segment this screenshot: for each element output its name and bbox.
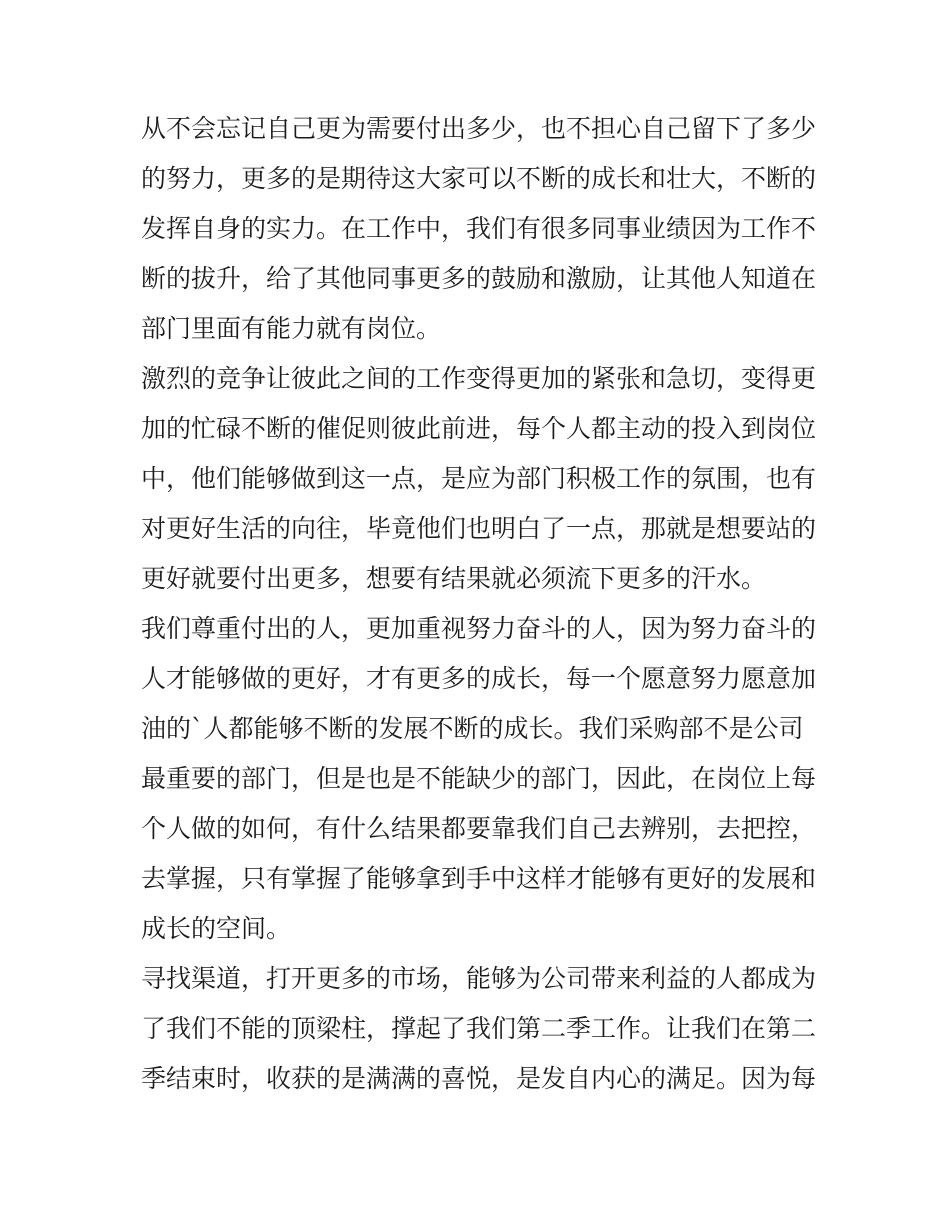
text-line: 了我们不能的顶梁柱，撑起了我们第二季工作。让我们在第二 <box>141 1014 817 1043</box>
text-line: 部门里面有能力就有岗位。 <box>141 314 442 343</box>
paragraph-4 <box>141 954 821 1104</box>
text-line: 中，他们能够做到这一点，是应为部门积极工作的氛围，也有 <box>141 464 817 493</box>
text-line: 加的忙碌不断的催促则彼此前进，每个人都主动的投入到岗位 <box>141 414 817 443</box>
text-line: 寻找渠道，打开更多的市场，能够为公司带来利益的人都成为 <box>141 964 817 993</box>
text-line: 激烈的竞争让彼此之间的工作变得更加的紧张和急切，变得更 <box>141 364 817 393</box>
text-line: 季结束时，收获的是满满的喜悦，是发自内心的满足。因为每 <box>141 1064 817 1093</box>
text-line: 的努力，更多的是期待这大家可以不断的成长和壮大，不断的 <box>141 164 817 193</box>
text-line: 发挥自身的实力。在工作中，我们有很多同事业绩因为工作不 <box>141 214 817 243</box>
paragraph-2 <box>141 354 821 604</box>
text-line: 最重要的部门，但是也是不能缺少的部门，因此，在岗位上每 <box>141 764 817 793</box>
text-line: 从不会忘记自己更为需要付出多少，也不担心自己留下了多少 <box>141 114 817 143</box>
text-line: 断的拔升，给了其他同事更多的鼓励和激励，让其他人知道在 <box>141 264 817 293</box>
text-line: 人才能够做的更好，才有更多的成长，每一个愿意努力愿意加 <box>141 664 817 693</box>
text-line: 成长的空间。 <box>141 914 292 943</box>
text-line: 去掌握，只有掌握了能够拿到手中这样才能够有更好的发展和 <box>141 864 817 893</box>
body-text <box>141 104 821 1104</box>
paragraph-3 <box>141 604 821 954</box>
text-line: 个人做的如何，有什么结果都要靠我们自己去辨别，去把控， <box>141 814 817 843</box>
paragraph-1 <box>141 104 821 354</box>
text-line: 更好就要付出更多，想要有结果就必须流下更多的汗水。 <box>141 564 767 593</box>
text-line: 油的`人都能够不断的发展不断的成长。我们采购部不是公司 <box>141 714 804 743</box>
text-line: 我们尊重付出的人，更加重视努力奋斗的人，因为努力奋斗的 <box>141 614 817 643</box>
text-line: 对更好生活的向往，毕竟他们也明白了一点，那就是想要站的 <box>141 514 817 543</box>
